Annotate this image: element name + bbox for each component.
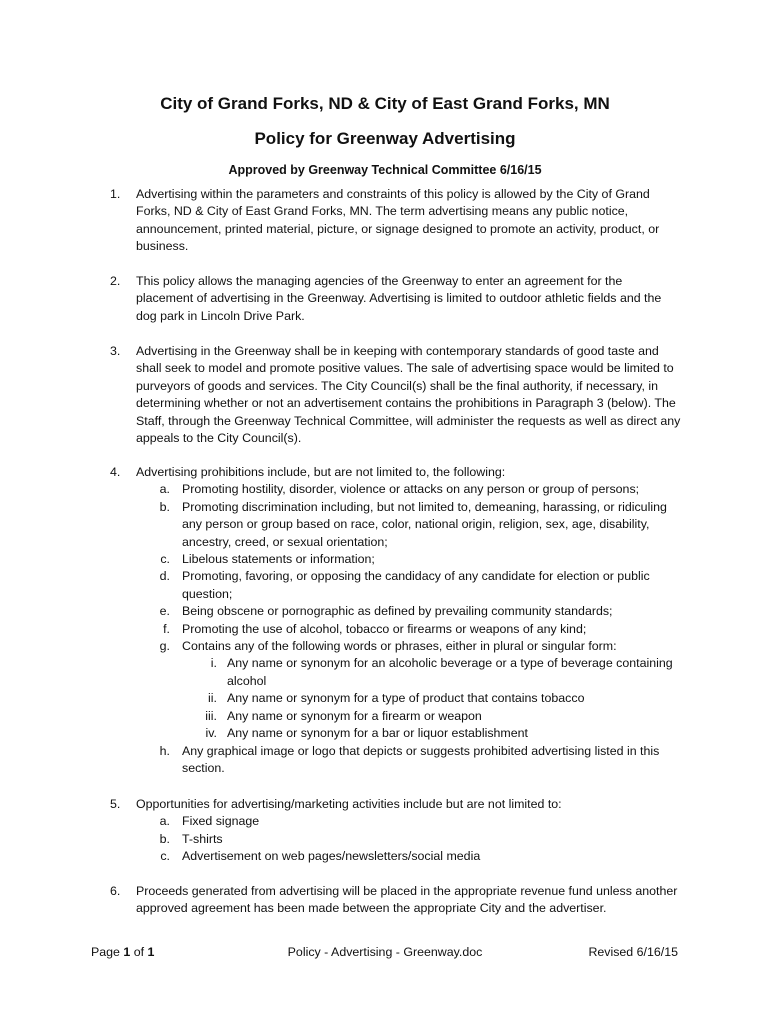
item-text: Advertising within the parameters and constraints of this policy is allowed by the City of Grand Forks, ND & City of East Grand Forks, MN. The term advertising means any public notice, announcement, printed material, picture, or signage designed to promote an activity, product, or business. xyxy=(136,187,660,254)
sub-text: Any graphical image or logo that depicts or suggests prohibited advertising listed in this section. xyxy=(182,743,660,775)
sub-item-f xyxy=(136,621,681,638)
item-number: 2. xyxy=(110,274,121,288)
sub-text: T-shirts xyxy=(182,831,223,846)
sub-label: c. xyxy=(160,849,170,864)
item-number: 5. xyxy=(110,797,121,811)
sub-item-a xyxy=(136,813,681,830)
sub-sub-text: Any name or synonym for a type of product that contains tobacco xyxy=(227,691,585,706)
sub-sub-text: Any name or synonym for a bar or liquor establishment xyxy=(227,726,528,741)
sub-item-d xyxy=(136,568,681,603)
sub-sub-label: iv. xyxy=(205,726,217,741)
policy-item-4 xyxy=(110,464,681,777)
item-number: 6. xyxy=(110,884,121,898)
sub-label: h. xyxy=(159,743,170,758)
sub-label: a. xyxy=(159,482,170,497)
sub-label: a. xyxy=(159,814,170,829)
document-subtitle: Policy for Greenway Advertising xyxy=(254,129,516,148)
page-number: 1 xyxy=(123,945,131,959)
sub-label: c. xyxy=(160,552,170,567)
sub-text: Libelous statements or information; xyxy=(182,552,375,567)
policy-item-3 xyxy=(110,343,681,447)
policy-item-2 xyxy=(110,273,681,325)
sub-item-b xyxy=(136,831,681,848)
sub-text: Contains any of the following words or phrases, either in plural or singular form: xyxy=(182,639,617,654)
sub-sub-item-ii xyxy=(136,690,681,707)
document-title: City of Grand Forks, ND & City of East Grand Forks, MN xyxy=(160,94,610,113)
sub-item-b xyxy=(136,499,681,551)
sub-item-e xyxy=(136,603,681,620)
sub-text: Being obscene or pornographic as defined by prevailing community standards; xyxy=(182,604,613,619)
sub-sub-label: iii. xyxy=(205,708,217,723)
policy-item-6 xyxy=(110,883,681,918)
sub-label: b. xyxy=(159,831,170,846)
approval-note: Approved by Greenway Technical Committee 6/16/15 xyxy=(228,163,542,177)
sub-item-c xyxy=(136,551,681,568)
page-of: of xyxy=(130,945,148,959)
item-number: 3. xyxy=(110,344,121,358)
page-prefix: Page xyxy=(91,945,124,959)
sub-text: Fixed signage xyxy=(182,814,260,829)
item-text: Advertising in the Greenway shall be in keeping with contemporary standards of good taste and shall seek to model and promote positive values. The sale of advertising space would be limited to purveyors of goods and services. The City Council(s) shall be the final authority, if necessary, in determining whether or not an advertisement contains the prohibitions in Paragraph 3 (below). The Staff, through the Greenway Technical Committee, will administer the requests as well as direct any appeals to the City Council(s). xyxy=(136,344,681,446)
sub-text: Promoting hostility, disorder, violence or attacks on any person or group of persons; xyxy=(182,482,640,497)
footer-revised: Revised 6/16/15 xyxy=(588,945,678,959)
sub-item-c xyxy=(136,848,681,865)
item-text: Proceeds generated from advertising will be placed in the appropriate revenue fund unless another approved agreement has been made between the appropriate City and the advertiser. xyxy=(136,884,678,916)
sub-sub-label: i. xyxy=(210,656,217,671)
item-text: This policy allows the managing agencies of the Greenway to enter an agreement for the placement of advertising in the Greenway. Advertising is limited to outdoor athletic fields and the dog park in Lincoln Drive Park. xyxy=(136,274,662,323)
item-text: Opportunities for advertising/marketing activities include but are not limited to: xyxy=(136,797,562,811)
sub-sub-text: Any name or synonym for a firearm or weapon xyxy=(227,708,482,723)
sub-item-g xyxy=(136,638,681,655)
sub-item-a xyxy=(136,481,681,498)
sub-item-h xyxy=(136,743,681,778)
item-text: Advertising prohibitions include, but are not limited to, the following: xyxy=(136,465,506,479)
sub-label: g. xyxy=(159,639,170,654)
sub-sub-item-iii xyxy=(136,708,681,725)
sub-sub-item-i xyxy=(136,655,681,690)
sub-text: Advertisement on web pages/newsletters/social media xyxy=(182,849,481,864)
sub-sub-item-iv xyxy=(136,725,681,742)
sub-sub-label: ii. xyxy=(208,691,217,706)
page-total: 1 xyxy=(147,945,155,959)
sub-text: Promoting the use of alcohol, tobacco or firearms or weapons of any kind; xyxy=(182,621,587,636)
sub-label: f. xyxy=(163,621,170,636)
item-number: 1. xyxy=(110,187,121,201)
item-number: 4. xyxy=(110,465,121,479)
sub-label: b. xyxy=(159,499,170,514)
sub-text: Promoting, favoring, or opposing the candidacy of any candidate for election or public question; xyxy=(182,569,650,601)
sub-label: e. xyxy=(159,604,170,619)
footer-filename: Policy - Advertising - Greenway.doc xyxy=(287,945,483,959)
policy-item-1 xyxy=(110,186,681,256)
policy-item-5 xyxy=(110,796,681,866)
sub-label: d. xyxy=(159,569,170,584)
sub-text: Promoting discrimination including, but not limited to, demeaning, harassing, or ridiculing any person or group based on race, color, national origin, religion, sex, age, disability, ancestry, creed, or sexual orientation; xyxy=(182,499,667,549)
sub-sub-text: Any name or synonym for an alcoholic beverage or a type of beverage containing alcohol xyxy=(227,656,673,688)
